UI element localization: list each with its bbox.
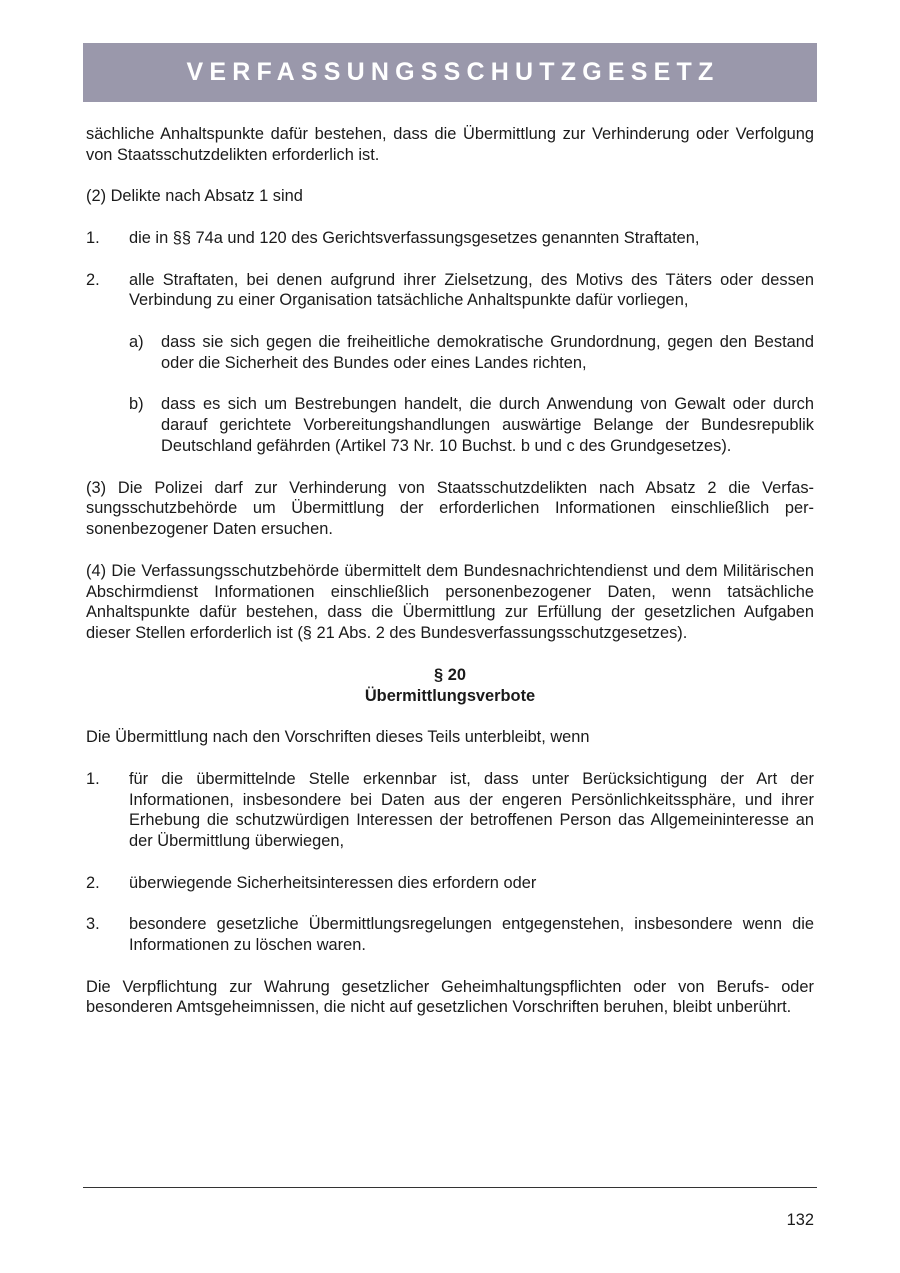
list-item [86, 873, 814, 894]
list-item-text: alle Straftaten, bei denen aufgrund ihrer Zielsetzung, des Motivs des Täters oder dessen Verbindung zu einer Organisation tatsächliche Anhaltspunkte dafür vorliegen, [129, 270, 814, 310]
header-band [83, 43, 817, 102]
list-item [86, 228, 814, 249]
footer-divider [83, 1187, 817, 1188]
list-item-number: 2. [86, 873, 100, 892]
section-number: § 20 [434, 665, 466, 684]
sub-list-item [86, 332, 814, 374]
sub-list-item-letter: b) [129, 395, 144, 414]
sub-list-item-text: dass es sich um Bestrebungen handelt, die durch Anwendung von Gewalt oder durch darauf gerichtete Vorbereitungshandlungen auswärtige Belange der Bundesrepublik Deutschland gefährden (Artikel 73 Nr. 10 Buchst. b und c des Grundgesetzes). [161, 395, 814, 455]
abs4-paragraph: (4) Die Verfassungsschutzbehörde übermittelt dem Bundesnachrichtendienst und dem Militärischen Abschirmdienst Informationen einschließlich personenbezogener Daten, wenn tatsächliche Anhaltspunkte dafür bestehen, dass die Übermittlung zur Erfüllung der gesetzlichen Aufgaben dieser Stellen erforderlich ist (§ 21 Abs. 2 des Bundesverfassungsschutzgesetzes). [86, 561, 814, 643]
list-item-number: 1. [86, 228, 100, 247]
sub-list-item [86, 394, 814, 456]
list-item [86, 270, 814, 312]
list-item-text: für die übermittelnde Stelle erkennbar ist, dass unter Berücksichtigung der Art der Informationen, insbesondere bei Daten aus der engeren Persönlichkeitssphäre, und ihrer Erhebung die schutzwürdigen Interessen der betroffenen Person das Allgemeininteresse an der Übermittlung überwiegen, [129, 769, 814, 851]
list-item-text: besondere gesetzliche Übermittlungsregelungen entgegenstehen, insbesondere wenn die Informationen zu löschen waren. [129, 915, 814, 955]
header-title: VERFASSUNGSSCHUTZGESETZ [186, 58, 720, 87]
list-item [86, 769, 814, 852]
abs3-paragraph: (3) Die Polizei darf zur Verhinderung von Staatsschutzdelikten nach Absatz 2 die Verfassungsschutzbehörde um Übermittlung der erforderlichen Informationen einschließlich personenbezogener Daten ersuchen. [86, 478, 814, 539]
sub-list-item-letter: a) [129, 332, 144, 351]
list-item-text: überwiegende Sicherheitsinteressen dies erfordern oder [129, 873, 537, 892]
abs2-intro: (2) Delikte nach Absatz 1 sind [86, 187, 303, 206]
section-title: Übermittlungsverbote [364, 686, 536, 705]
list-item-number: 3. [86, 915, 100, 934]
page-number: 132 [786, 1211, 814, 1229]
list-item-text: die in §§ 74a und 120 des Gerichtsverfassungsgesetzes genannten Straftaten, [129, 228, 700, 247]
list-item-number: 2. [86, 270, 100, 289]
page-content [86, 124, 814, 1018]
continuation-paragraph: sächliche Anhaltspunkte dafür bestehen, dass die Übermittlung zur Verhinderung oder Verfolgung von Staatsschutzdelikten erforderlich ist. [86, 125, 814, 164]
list-item [86, 914, 814, 956]
closing-paragraph: Die Verpflichtung zur Wahrung gesetzlicher Geheimhaltungspflichten oder von Berufs- oder besonderen Amtsgeheimnissen, die nicht auf gesetzlichen Vorschriften beruhen, bleibt unberührt. [86, 977, 814, 1017]
list-item-number: 1. [86, 769, 100, 788]
sub-list-item-text: dass sie sich gegen die freiheitliche demokratische Grundordnung, gegen den Bestand oder die Sicherheit des Bundes oder eines Landes richten, [161, 332, 814, 372]
section-intro: Die Übermittlung nach den Vorschriften dieses Teils unterbleibt, wenn [86, 728, 590, 747]
